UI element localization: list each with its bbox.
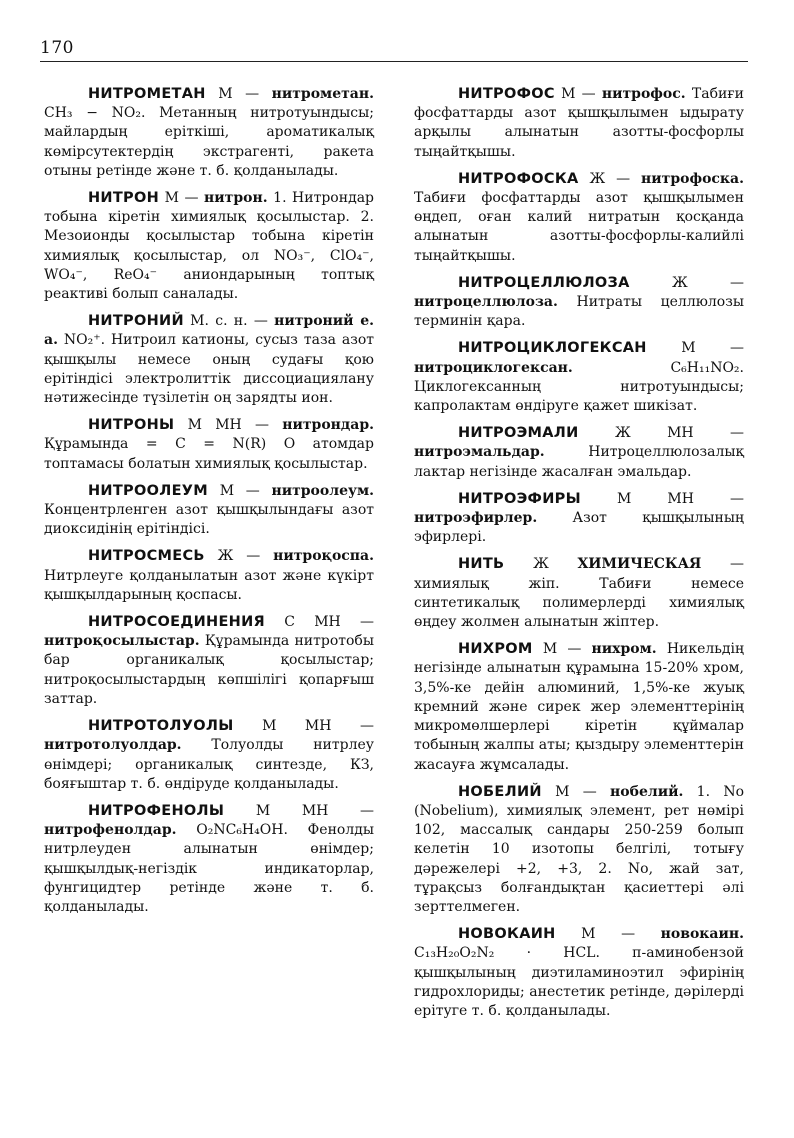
entry-grammar: М —	[554, 86, 602, 102]
dictionary-entry	[414, 783, 744, 917]
dictionary-entry	[414, 424, 744, 482]
entry-grammar: Ж	[504, 556, 578, 573]
entry-definition: Концентрленген азот қышқылындағы азот диоксидiнiң ерiтiндiсi.	[44, 502, 374, 538]
entry-definition: Нитраты целлюлозы терминiн қара.	[414, 294, 744, 330]
dictionary-entry	[414, 85, 744, 162]
entry-definition: Азот қышқылының эфирлерi.	[414, 510, 744, 546]
entry-headword: НИТРООЛЕУМ	[88, 482, 208, 499]
entry-translation: нитроцеллюлоза.	[414, 294, 558, 311]
entry-translation: нитроциклогексан.	[414, 359, 573, 376]
entry-grammar: М —	[205, 86, 272, 102]
entry-headword: НИХРОМ	[458, 641, 533, 658]
entry-grammar: М —	[159, 190, 205, 207]
dictionary-entry	[44, 613, 374, 709]
right-column	[414, 85, 744, 1029]
entry-grammar: С МН —	[265, 614, 374, 631]
dictionary-entry	[414, 170, 744, 266]
entry-definition: CH₃ − NO₂. Метанның нитротуындысы; майлардың ерiткiшi, ароматикалық көмiрсутектердiң экстрагентi, ракета отыны ретiнде және т. б. қолданылады.	[44, 105, 374, 179]
entry-headword: НИТРОМЕТАН	[88, 86, 206, 102]
entry-definition: — химиялық жiп. Табиғи немесе синтетикалық полимерлердi химиялық өңдеу жолмен алынатын жiптер.	[414, 556, 744, 631]
entry-translation: нитрон.	[204, 190, 268, 207]
dictionary-entry	[44, 802, 374, 917]
dictionary-entry	[414, 925, 744, 1021]
entry-headword: НИТРОЦЕЛЛЮЛОЗА	[458, 274, 630, 291]
entry-headword: НОБЕЛИЙ	[458, 783, 542, 800]
entry-grammar: М —	[532, 641, 592, 658]
entry-headword: НОВОКАИН	[458, 926, 556, 943]
entry-definition: C₁₃H₂₀O₂N₂ · HCL. п-аминобензой қышқылының диэтиламиноэтил эфирiнiң гидрохлориды; анестетик ретiнде, дәрiлердi ерiтуге т. б. қолданылады.	[414, 945, 744, 1019]
entry-definition: Никельдiң негiзiнде алынатын құрамына 15-20% хром, 3,5%-ке дейiн алюминий, 1,5%-ке жуық кремний және сирек жер элементтерiнiң микромөлшерлерi кiретiн құймалар тобының жалпы аты; қыздыру элементтерiн жасауға жұмсалады.	[414, 641, 744, 773]
entry-grammar: М МН —	[233, 718, 374, 735]
entry-definition: Толуолды нитрлеу өнiмдерi; органикалық синтезде, КЗ, бояғыштар т. б. өндiруде қолданылады.	[44, 737, 374, 792]
dictionary-entry	[414, 640, 744, 774]
entry-translation: нитроэфирлер.	[414, 510, 538, 527]
entry-translation: нитрофоска.	[641, 170, 744, 187]
entry-definition: O₂NC₆H₄OH. Фенолды нитрлеуден алынатын өнiмдер; қышқылдық-негiздiк индикаторлар, фунгицидтер ретiнде және т. б. қолданылады.	[44, 822, 374, 915]
entry-definition: Табиғи фосфаттарды азот қышқылымен өңдеп, оған калий нитратын қосқанда алынатын азотты-фосфорлы-калийлi тыңайтқышы.	[414, 190, 744, 264]
dictionary-entry	[44, 312, 374, 408]
entry-translation: ХИМИЧЕСКАЯ	[577, 556, 702, 573]
entry-headword: НИТРОЭМАЛИ	[458, 425, 579, 442]
entry-definition: C₆H₁₁NO₂. Циклогексанның нитротуындысы; капролактам өндiруге қажет шикiзат.	[414, 359, 744, 415]
left-column	[44, 85, 374, 925]
entry-grammar: Ж —	[578, 170, 642, 187]
dictionary-entry	[44, 717, 374, 794]
entry-grammar: М —	[646, 340, 744, 357]
dictionary-entry	[44, 85, 374, 181]
entry-headword: НИТРОФОС	[458, 86, 555, 102]
dictionary-entry	[414, 490, 744, 548]
dictionary-entry	[44, 416, 374, 474]
entry-grammar: М МН —	[580, 490, 744, 507]
entry-headword: НИТРОФОСКА	[458, 170, 579, 187]
header-rule	[40, 61, 748, 62]
entry-translation: нитроқоспа.	[273, 548, 374, 565]
entry-grammar: М МН —	[224, 802, 374, 819]
entry-grammar: Ж —	[629, 274, 744, 291]
entry-translation: нитрометан.	[271, 86, 374, 102]
entry-translation: нобелий.	[610, 783, 684, 800]
entry-translation: нихром.	[591, 641, 657, 658]
entry-translation: нитрондар.	[282, 417, 374, 434]
entry-headword: НИТРОСОЕДИНЕНИЯ	[88, 614, 266, 631]
entry-grammar: М —	[555, 926, 661, 943]
entry-translation: нитроний е. а.	[44, 313, 375, 349]
dictionary-entry	[44, 189, 374, 304]
entry-translation: новокаин.	[660, 926, 744, 943]
dictionary-entry	[414, 555, 744, 632]
entry-grammar: М —	[541, 783, 611, 800]
entry-headword: НИТРОЦИКЛОГЕКСАН	[458, 340, 647, 357]
entry-definition: Құрамында нитротобы бар органикалық қосылыстар; нитроқосылыстардың көпшiлiгi қопарғыш заттар.	[44, 633, 374, 707]
page-number: 170	[40, 38, 74, 58]
entry-translation: нитрофенолдар.	[44, 822, 177, 839]
dictionary-entry	[414, 274, 744, 332]
dictionary-entry	[44, 482, 374, 540]
entry-definition: NO₂⁺. Нитроил катионы, сусыз таза азот қышқылы немесе оның судағы қою ерiтiндiсi электролиттiк диссоциациялану нәтижесiнде түзiлетiн оң зарядты ион.	[44, 332, 374, 407]
entry-definition: Нитрлеуге қолданылатын азот және күкiрт қышқылдарының қоспасы.	[44, 567, 374, 603]
entry-headword: НИТРОНЫ	[88, 417, 175, 434]
entry-definition: Табиғи фосфаттарды азот қышқылымен ыдырату арқылы алынатын азотты-фосфорлы тыңайтқышы.	[414, 86, 744, 160]
entry-definition: Құрамында = C = N(R) O атомдар топтамасы болатын химиялық қосылыстар.	[44, 436, 374, 472]
entry-grammar: Ж —	[204, 548, 274, 565]
entry-translation: нитрофос.	[601, 86, 686, 102]
entry-translation: нитроэмальдар.	[414, 444, 545, 461]
dictionary-entry	[414, 339, 744, 416]
entry-headword: НИТРОЭФИРЫ	[458, 490, 581, 507]
entry-grammar: М. с. н. —	[183, 313, 275, 330]
entry-translation: нитротолуолдар.	[44, 737, 182, 754]
entry-headword: НИТЬ	[458, 556, 505, 573]
entry-translation: нитроқосылыстар.	[44, 633, 200, 650]
entry-definition: 1. No (Nobelium), химиялық элемент, рет нөмiрi 102, массалық сандары 250-259 болып келетiн 10 изотопы белгiлi, тотығу дәрежелерi +2, +3, 2. No, жай зат, тұрақсыз болғандықтан қасиеттерi әлi зерттелмеген.	[414, 783, 745, 915]
entry-definition: 1. Нитрондар тобына кiретiн химиялық қосылыстар. 2. Мезоионды қосылыстар тобына кiретiн химиялық қосылыстар, ол NO₃⁻, ClO₄⁻, WO₄⁻, ReO₄⁻ аниондарының топтық реактивi болып саналады.	[44, 190, 374, 303]
entry-grammar: Ж МН —	[578, 425, 744, 442]
entry-headword: НИТРОФЕНОЛЫ	[88, 802, 225, 819]
entry-headword: НИТРОНИЙ	[88, 313, 184, 330]
dictionary-entry	[44, 547, 374, 605]
entry-headword: НИТРОТОЛУОЛЫ	[88, 718, 234, 735]
entry-definition: Нитроцеллюлозалық лактар негiзiнде жасалған эмальдар.	[414, 444, 744, 480]
entry-grammar: М МН —	[174, 417, 283, 434]
entry-headword: НИТРОН	[88, 190, 160, 207]
entry-headword: НИТРОСМЕСЬ	[88, 548, 205, 565]
entry-grammar: М —	[208, 482, 272, 499]
entry-translation: нитроолеум.	[271, 482, 374, 499]
